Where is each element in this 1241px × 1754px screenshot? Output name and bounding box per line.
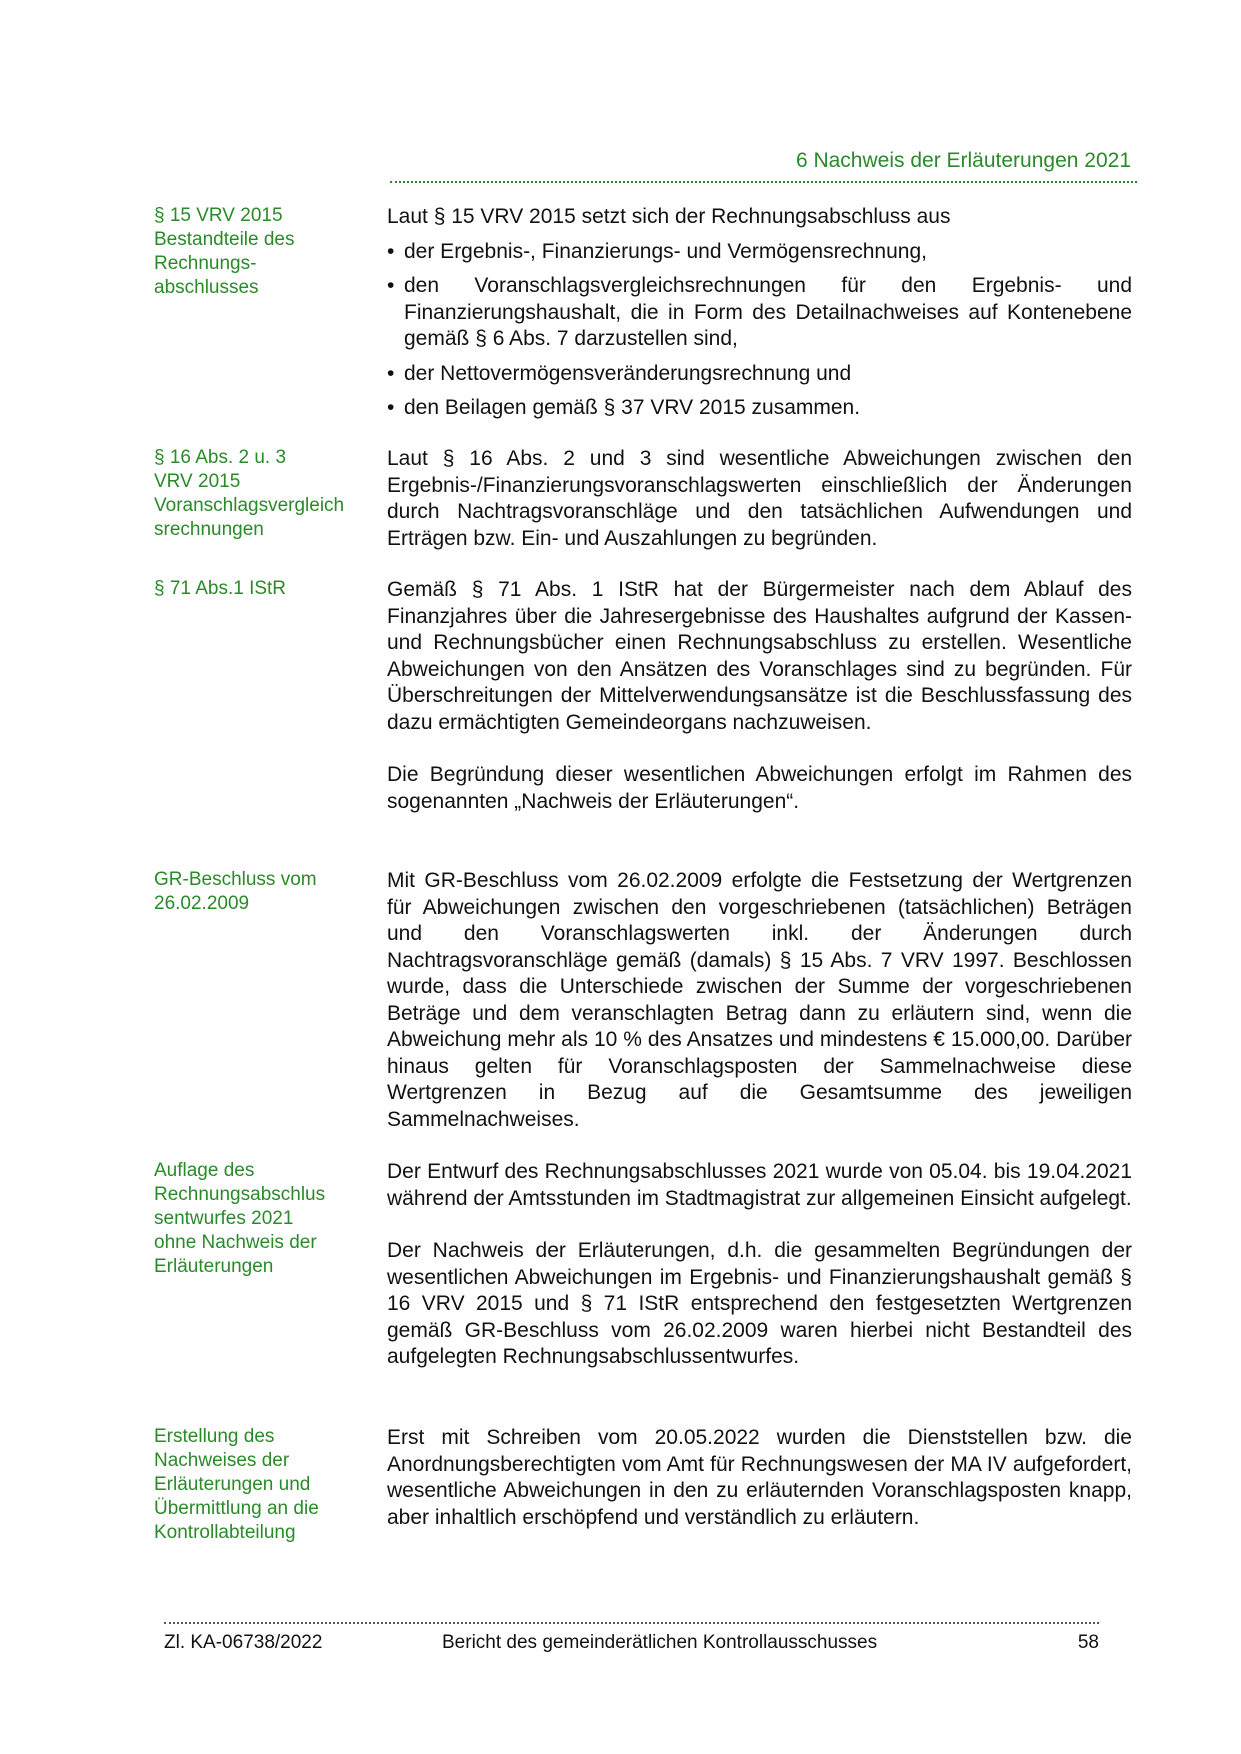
margin-note: GR-Beschluss vom 26.02.2009 xyxy=(154,869,317,914)
paragraph: Der Entwurf des Rechnungsabschlusses 2021 wurde von 05.04. bis 19.04.2021 während der Amtsstunden im Stadtmagistrat zur allgemeinen Einsicht aufgelegt. xyxy=(387,1160,1132,1210)
intro-paragraph: Laut § 15 VRV 2015 setzt sich der Rechnungsabschluss aus xyxy=(387,205,951,228)
report-title: Bericht des gemeinderätlichen Kontrollausschusses xyxy=(442,1632,878,1653)
paragraph: Der Nachweis der Erläuterungen, d.h. die gesammelten Begründungen der wesentlichen Abweichungen im Ergebnis- und Finanzierungshaushalt gemäß § 16 VRV 2015 und § 71 IStR entsprechend den festgesetzten Wertgrenzen gemäß GR-Beschluss vom 26.02.2009 waren hierbei nicht Bestandteil des aufgelegten Rechnungsabschlussentwurfes. xyxy=(387,1239,1132,1368)
bullet-list xyxy=(387,239,1132,422)
section-body xyxy=(387,868,1132,1133)
list-item: • den Voranschlagsvergleichsrechnungen für den Ergebnis- und Finanzierungshaushalt, die in Form des Detailnachweises auf Kontenebene gemäß § 6 Abs. 7 darzustellen sind, xyxy=(387,273,1132,353)
section-body xyxy=(387,577,1132,815)
list-item: • der Nettovermögensveränderungsrechnung und xyxy=(387,361,1132,388)
page-header xyxy=(390,145,1137,183)
margin-note: § 16 Abs. 2 u. 3 VRV 2015 Voranschlagsvergleich srechnungen xyxy=(154,447,345,540)
paragraph: Mit GR-Beschluss vom 26.02.2009 erfolgte die Festsetzung der Wertgrenzen für Abweichungen zwischen den vorgeschriebenen (tatsächlichen) Beträgen und den Voranschlagswerten inkl. der Änderungen durch Nachtragsvoranschläge gemäß (damals) § 15 Abs. 7 VRV 1997. Beschlossen wurde, dass die Unterschiede zwischen der Summe der vorgeschriebenen Beträge und dem veranschlagten Betrag dann zu erläutern sind, wenn die Abweichung mehr als 10 % des Ansatzes und mindestens € 15.000,00. Darüber hinaus gelten für Voranschlagsposten der Sammelnachweise diese Wertgrenzen in Bezug auf die Gesamtsumme des jeweiligen Sammelnachweises. xyxy=(387,869,1132,1131)
header-title: 6 Nachweis der Erläuterungen 2021 xyxy=(795,149,1131,172)
section-body xyxy=(387,1159,1132,1371)
paragraph: Die Begründung dieser wesentlichen Abweichungen erfolgt im Rahmen des sogenannten „Nachweis der Erläuterungen“. xyxy=(387,763,1132,813)
margin-note: Auflage des Rechnungsabschlus sentwurfes 2021 ohne Nachweis der Erläuterungen xyxy=(154,1160,326,1277)
section-body xyxy=(387,446,1132,552)
margin-note: § 15 VRV 2015 Bestandteile des Rechnungs- abschlusses xyxy=(154,205,295,298)
document-reference: Zl. KA-06738/2022 xyxy=(164,1632,323,1653)
section-body xyxy=(387,1425,1132,1531)
paragraph: Laut § 16 Abs. 2 und 3 sind wesentliche Abweichungen zwischen den Ergebnis-/Finanzierungsvoranschlagswerten einschließlich der Änderungen durch Nachtragsvoranschläge und den tatsächlichen Aufwendungen und Erträgen bzw. Ein- und Auszahlungen zu begründen. xyxy=(387,447,1132,550)
list-item: • den Beilagen gemäß § 37 VRV 2015 zusammen. xyxy=(387,395,1132,422)
paragraph: Erst mit Schreiben vom 20.05.2022 wurden die Dienststellen bzw. die Anordnungsberechtigten vom Amt für Rechnungswesen der MA IV aufgefordert, wesentliche Abweichungen in den zu erläuternden Voranschlagsposten knapp, aber inhaltlich erschöpfend und verständlich zu erläutern. xyxy=(387,1426,1132,1529)
page-number: 58 xyxy=(1077,1632,1099,1653)
page-footer xyxy=(164,1622,1099,1653)
margin-note: § 71 Abs.1 IStR xyxy=(154,578,287,599)
section-body xyxy=(387,204,1132,430)
list-item: • der Ergebnis-, Finanzierungs- und Vermögensrechnung, xyxy=(387,239,1132,266)
margin-note: Erstellung des Nachweises der Erläuterungen und Übermittlung an die Kontrollabteilung xyxy=(154,1426,319,1543)
paragraph: Gemäß § 71 Abs. 1 IStR hat der Bürgermeister nach dem Ablauf des Finanzjahres über die Jahresergebnisse des Haushaltes aufgrund der Kassen- und Rechnungsbücher einen Rechnungsabschluss zu erstellen. Wesentliche Abweichungen von den Ansätzen des Voranschlages sind zu begründen. Für Überschreitungen der Mittelverwendungsansätze ist die Beschlussfassung des dazu ermächtigten Gemeindeorgans nachzuweisen. xyxy=(387,578,1132,734)
